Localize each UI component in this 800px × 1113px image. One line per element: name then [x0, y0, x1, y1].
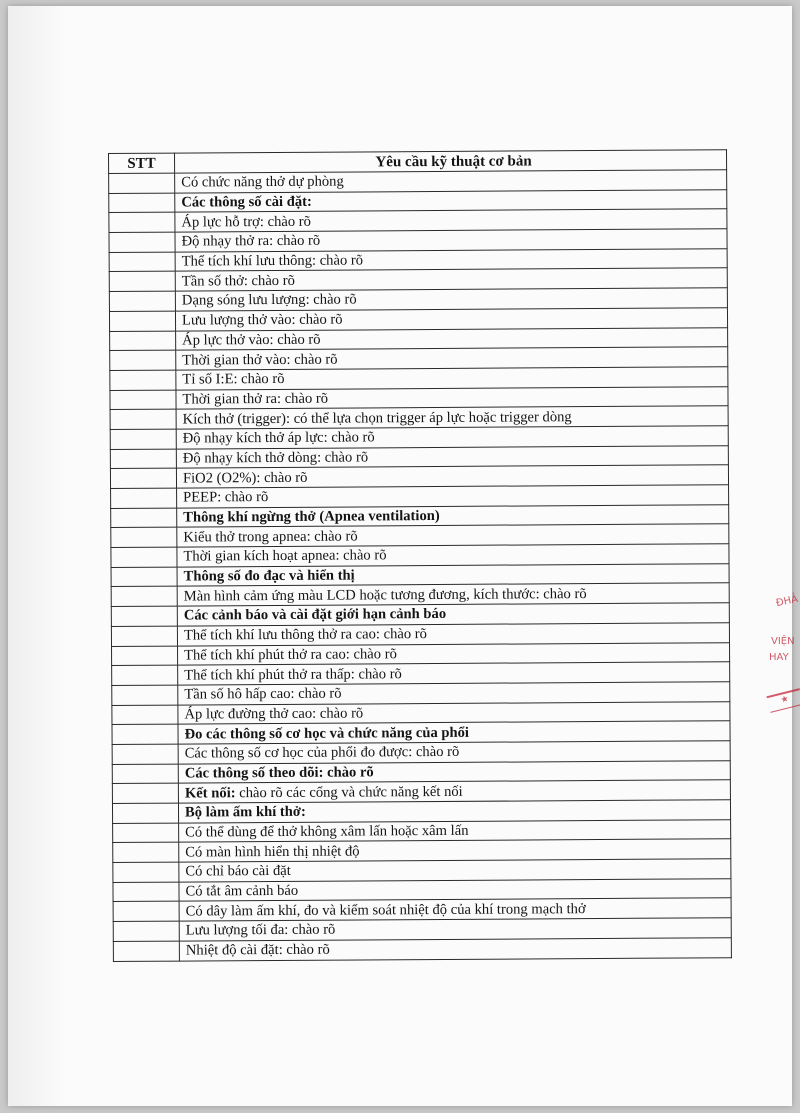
row-requirement-cell: Thông số đo đạc và hiển thị: [177, 563, 729, 586]
row-requirement-cell: Các cảnh báo và cài đặt giới hạn cảnh báo: [177, 603, 729, 626]
row-requirement-cell: Các thông số theo dõi: chào rõ: [178, 760, 730, 783]
row-stt-cell: [111, 567, 177, 587]
row-requirement-cell: Áp lực hỗ trợ: chào rõ: [175, 209, 727, 232]
row-stt-cell: [109, 232, 175, 252]
row-requirement-cell: Đo các thông số cơ học và chức năng của phổi: [178, 721, 730, 744]
row-requirement-cell: Lưu lượng tối đa: chào rõ: [179, 918, 731, 941]
row-stt-cell: [113, 882, 179, 902]
row-requirement-cell: Độ nhạy kích thở áp lực: chào rõ: [176, 426, 728, 449]
row-stt-cell: [110, 449, 176, 469]
row-requirement-cell: Có thể dùng để thở không xâm lấn hoặc xâm lấn: [179, 819, 731, 842]
row-requirement-cell: Lưu lượng thở vào: chào rõ: [175, 308, 727, 331]
row-bold-prefix: Kết nối:: [184, 784, 236, 802]
row-stt-cell: [109, 291, 175, 311]
row-requirement-cell: Có màn hình hiển thị nhiệt độ: [179, 839, 731, 862]
row-stt-cell: [112, 685, 178, 705]
row-stt-cell: [112, 803, 178, 823]
row-stt-cell: [111, 547, 177, 567]
row-stt-cell: [109, 212, 175, 232]
row-requirement-cell: Thời gian thở vào: chào rõ: [176, 347, 728, 370]
row-stt-cell: [109, 272, 175, 292]
row-stt-cell: [112, 665, 178, 685]
row-requirement-cell: Dạng sóng lưu lượng: chào rõ: [175, 288, 727, 311]
row-stt-cell: [111, 508, 177, 528]
row-stt-cell: [109, 311, 175, 331]
stamp-text-3: HAY: [769, 652, 789, 663]
row-stt-cell: [113, 823, 179, 843]
stamp-text-2: VIỆN: [771, 636, 795, 647]
row-requirement-cell: PEEP: chào rõ: [177, 485, 729, 508]
row-requirement-cell: Độ nhạy kích thở dòng: chào rõ: [176, 445, 728, 468]
row-stt-cell: [110, 390, 176, 410]
row-stt-cell: [113, 921, 179, 941]
stamp-star-icon: ★: [766, 688, 800, 713]
row-requirement-cell: Các thông số cơ học của phổi đo được: chào rõ: [178, 741, 730, 764]
row-stt-cell: [111, 587, 177, 607]
row-stt-cell: [113, 941, 179, 961]
row-requirement-cell: Tỉ số I:E: chào rõ: [176, 367, 728, 390]
row-requirement-cell: Áp lực thở vào: chào rõ: [176, 327, 728, 350]
row-requirement-cell: Độ nhạy thở ra: chào rõ: [175, 229, 727, 252]
scan-shadow: [8, 6, 68, 1106]
row-stt-cell: [112, 744, 178, 764]
row-stt-cell: [111, 606, 177, 626]
row-requirement-cell: Kiểu thở trong apnea: chào rõ: [177, 524, 729, 547]
row-requirement-cell: Thời gian thở ra: chào rõ: [176, 386, 728, 409]
row-requirement-cell: Thời gian kích hoạt apnea: chào rõ: [177, 544, 729, 567]
row-requirement-cell: Kích thở (trigger): có thể lựa chọn trigger áp lực hoặc trigger dòng: [176, 406, 728, 429]
row-stt-cell: [113, 862, 179, 882]
row-requirement-cell: Màn hình cảm ứng màu LCD hoặc tương đương, kích thước: chào rõ: [177, 583, 729, 606]
row-requirement-cell: Bộ làm ấm khí thở:: [178, 800, 730, 823]
row-stt-cell: [111, 626, 177, 646]
row-stt-cell: [113, 842, 179, 862]
row-text: chào rõ các cổng và chức năng kết nối: [235, 783, 463, 801]
requirements-table-wrapper: [108, 149, 732, 961]
row-stt-cell: [109, 173, 175, 193]
row-stt-cell: [110, 331, 176, 351]
requirements-table: [108, 149, 732, 961]
row-stt-cell: [109, 193, 175, 213]
row-requirement-cell: Tần số hô hấp cao: chào rõ: [178, 682, 730, 705]
row-requirement-cell: Thể tích khí lưu thông thở ra cao: chào rõ: [177, 623, 729, 646]
row-requirement-cell: Có tắt âm cảnh báo: [179, 878, 731, 901]
header-requirement: Yêu cầu kỹ thuật cơ bản: [175, 150, 727, 173]
row-stt-cell: [111, 527, 177, 547]
row-requirement-cell: FiO2 (O2%): chào rõ: [176, 465, 728, 488]
row-requirement-cell: Thể tích khí phút thở ra thấp: chào rõ: [178, 662, 730, 685]
row-stt-cell: [110, 350, 176, 370]
row-requirement-cell: Nhiệt độ cài đặt: chào rõ: [179, 938, 731, 961]
row-requirement-cell: Có dây làm ấm khí, đo và kiểm soát nhiệt độ của khí trong mạch thở: [179, 898, 731, 921]
row-stt-cell: [110, 468, 176, 488]
row-requirement-cell: Tần số thở: chào rõ: [175, 268, 727, 291]
header-stt: STT: [109, 153, 175, 173]
row-requirement-cell: Thông khí ngừng thở (Apnea ventilation): [177, 504, 729, 527]
red-stamp: [766, 594, 800, 724]
row-requirement-cell: Thể tích khí lưu thông: chào rõ: [175, 248, 727, 271]
row-stt-cell: [111, 488, 177, 508]
row-stt-cell: [110, 370, 176, 390]
row-stt-cell: [110, 429, 176, 449]
row-stt-cell: [112, 783, 178, 803]
row-requirement-cell: Có chỉ báo cài đặt: [179, 859, 731, 882]
row-stt-cell: [112, 705, 178, 725]
row-requirement-cell: Áp lực đường thở cao: chào rõ: [178, 701, 730, 724]
row-stt-cell: [109, 252, 175, 272]
row-stt-cell: [112, 724, 178, 744]
row-stt-cell: [113, 902, 179, 922]
document-page: [8, 6, 800, 1106]
table-body: [109, 170, 732, 961]
row-stt-cell: [112, 646, 178, 666]
row-requirement-cell: Các thông số cài đặt:: [175, 189, 727, 212]
stamp-text-1: ĐHẢ: [775, 593, 800, 610]
row-requirement-cell: Thể tích khí phút thở ra cao: chào rõ: [178, 642, 730, 665]
row-stt-cell: [112, 764, 178, 784]
row-requirement-cell: Có chức năng thở dự phòng: [175, 170, 727, 193]
table-row: [113, 938, 731, 961]
row-stt-cell: [110, 409, 176, 429]
